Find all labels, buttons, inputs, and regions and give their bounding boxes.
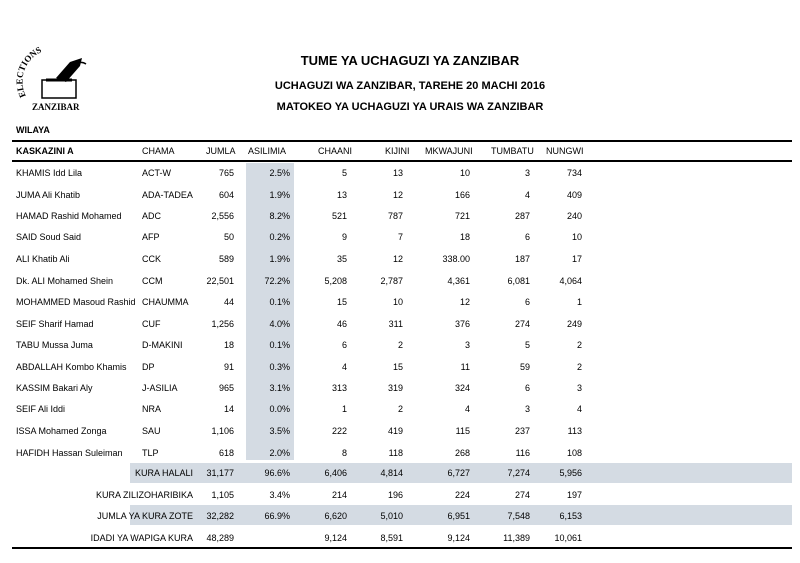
cell-mkwajuni: 11 bbox=[460, 362, 470, 372]
cell-jumla: 14 bbox=[223, 404, 234, 414]
cell-nungwi: 10 bbox=[571, 232, 582, 242]
total-jumla: 1,105 bbox=[211, 490, 234, 500]
cell-mkwajuni: 115 bbox=[455, 426, 470, 436]
cell-candidate-name: JUMA Ali Khatib bbox=[16, 190, 81, 200]
cell-tumbatu: 59 bbox=[519, 362, 530, 372]
cell-chaani: 6 bbox=[341, 340, 347, 350]
cell-candidate-name: Dk. ALI Mohamed Shein bbox=[16, 276, 114, 286]
total-nungwi: 197 bbox=[566, 490, 582, 500]
cell-tumbatu: 116 bbox=[515, 448, 530, 458]
cell-asilimia: 1.9% bbox=[269, 254, 290, 264]
cell-mkwajuni: 12 bbox=[459, 297, 470, 307]
cell-chaani: 5 bbox=[341, 168, 347, 178]
cell-candidate-name: HAFIDH Hassan Suleiman bbox=[16, 448, 123, 458]
wilaya-label: WILAYA bbox=[16, 125, 50, 135]
logo-bottom-text: ZANZIBAR bbox=[32, 102, 80, 112]
page-subtitle-2: MATOKEO YA UCHAGUZI YA URAIS WA ZANZIBAR bbox=[276, 101, 544, 113]
cell-asilimia: 2.5% bbox=[269, 168, 290, 178]
cell-nungwi: 113 bbox=[567, 426, 582, 436]
cell-nungwi: 4,064 bbox=[559, 276, 582, 286]
cell-mkwajuni: 3 bbox=[464, 340, 470, 350]
table-bottom-rule bbox=[12, 547, 792, 549]
cell-jumla: 965 bbox=[218, 383, 234, 393]
cell-tumbatu: 187 bbox=[514, 254, 530, 264]
total-mkwajuni: 6,727 bbox=[447, 468, 470, 478]
column-header-jumla: JUMLA bbox=[206, 146, 236, 156]
cell-chaani: 1 bbox=[341, 404, 347, 414]
cell-jumla: 618 bbox=[218, 448, 234, 458]
cell-asilimia: 0.3% bbox=[269, 362, 290, 372]
cell-asilimia: 8.2% bbox=[269, 211, 290, 221]
cell-party: D-MAKINI bbox=[142, 340, 183, 350]
cell-asilimia: 0.1% bbox=[269, 340, 290, 350]
cell-mkwajuni: 338.00 bbox=[442, 254, 470, 264]
column-header-kijini: KIJINI bbox=[385, 146, 410, 156]
cell-candidate-name: ALI Khatib Ali bbox=[16, 254, 70, 264]
cell-nungwi: 240 bbox=[566, 211, 582, 221]
cell-party: AFP bbox=[142, 232, 160, 242]
cell-chaani: 35 bbox=[336, 254, 347, 264]
cell-jumla: 44 bbox=[223, 297, 234, 307]
cell-party: CCK bbox=[142, 254, 162, 264]
total-jumla: 31,177 bbox=[206, 468, 234, 478]
cell-party: CHAUMMA bbox=[142, 297, 189, 307]
cell-nungwi: 1 bbox=[576, 297, 582, 307]
cell-jumla: 18 bbox=[223, 340, 234, 350]
cell-candidate-name: SEIF Sharif Hamad bbox=[16, 319, 94, 329]
total-asilimia: 66.9% bbox=[264, 511, 290, 521]
total-mkwajuni: 224 bbox=[454, 490, 470, 500]
cell-tumbatu: 6,081 bbox=[507, 276, 530, 286]
cell-mkwajuni: 324 bbox=[454, 383, 470, 393]
column-header-mkwajuni: MKWAJUNI bbox=[425, 146, 473, 156]
cell-chaani: 313 bbox=[331, 383, 347, 393]
total-nungwi: 5,956 bbox=[559, 468, 582, 478]
cell-jumla: 589 bbox=[218, 254, 234, 264]
column-header-tumbatu: TUMBATU bbox=[491, 146, 534, 156]
logo-top-text: ELECTIONS bbox=[14, 44, 43, 100]
cell-kijini: 2 bbox=[397, 404, 403, 414]
asilimia-column-shade bbox=[246, 163, 294, 460]
cell-jumla: 1,256 bbox=[211, 319, 234, 329]
cell-candidate-name: SEIF Ali Iddi bbox=[16, 404, 66, 414]
total-label: KURA ZILIZOHARIBIKA bbox=[95, 490, 193, 500]
elections-zanzibar-logo bbox=[12, 44, 102, 116]
total-label: KURA HALALI bbox=[134, 468, 193, 478]
total-kijini: 5,010 bbox=[380, 511, 403, 521]
total-chaani: 6,406 bbox=[324, 468, 347, 478]
cell-candidate-name: ISSA Mohamed Zonga bbox=[16, 426, 107, 436]
total-chaani: 214 bbox=[331, 490, 347, 500]
column-header-nungwi: NUNGWI bbox=[546, 146, 584, 156]
cell-candidate-name: TABU Mussa Juma bbox=[16, 340, 93, 350]
cell-party: ADA-TADEA bbox=[142, 190, 193, 200]
cell-candidate-name: KASSIM Bakari Aly bbox=[16, 383, 93, 393]
total-chaani: 6,620 bbox=[324, 511, 347, 521]
cell-mkwajuni: 721 bbox=[454, 211, 470, 221]
page-subtitle: UCHAGUZI WA ZANZIBAR, TAREHE 20 MACHI 2016 bbox=[274, 80, 546, 92]
cell-kijini: 311 bbox=[388, 319, 403, 329]
cell-kijini: 787 bbox=[387, 211, 403, 221]
cell-jumla: 1,106 bbox=[211, 426, 234, 436]
cell-tumbatu: 3 bbox=[524, 168, 530, 178]
cell-candidate-name: MOHAMMED Masoud Rashid bbox=[16, 297, 136, 307]
cell-nungwi: 249 bbox=[566, 319, 582, 329]
cell-jumla: 22,501 bbox=[206, 276, 234, 286]
table-top-rule bbox=[12, 140, 792, 142]
cell-kijini: 15 bbox=[392, 362, 403, 372]
total-label: IDADI YA WAPIGA KURA bbox=[90, 533, 193, 543]
cell-chaani: 222 bbox=[331, 426, 347, 436]
cell-mkwajuni: 268 bbox=[454, 448, 470, 458]
cell-asilimia: 0.1% bbox=[269, 297, 290, 307]
cell-nungwi: 17 bbox=[571, 254, 582, 264]
cell-jumla: 765 bbox=[218, 168, 234, 178]
cell-tumbatu: 5 bbox=[524, 340, 530, 350]
cell-nungwi: 4 bbox=[576, 404, 582, 414]
total-tumbatu: 7,274 bbox=[507, 468, 530, 478]
cell-jumla: 2,556 bbox=[211, 211, 234, 221]
cell-chaani: 8 bbox=[341, 448, 347, 458]
cell-kijini: 419 bbox=[387, 426, 403, 436]
cell-tumbatu: 237 bbox=[514, 426, 530, 436]
cell-jumla: 50 bbox=[223, 232, 234, 242]
total-mkwajuni: 6,951 bbox=[447, 511, 470, 521]
cell-chaani: 9 bbox=[341, 232, 347, 242]
cell-kijini: 13 bbox=[392, 168, 403, 178]
cell-tumbatu: 6 bbox=[524, 297, 530, 307]
cell-chaani: 46 bbox=[336, 319, 347, 329]
page-title: TUME YA UCHAGUZI YA ZANZIBAR bbox=[300, 53, 520, 68]
svg-text:ELECTIONS bbox=[14, 45, 42, 99]
cell-tumbatu: 4 bbox=[524, 190, 530, 200]
cell-tumbatu: 3 bbox=[524, 404, 530, 414]
cell-kijini: 12 bbox=[392, 190, 403, 200]
cell-asilimia: 1.9% bbox=[269, 190, 290, 200]
cell-mkwajuni: 4,361 bbox=[447, 276, 470, 286]
total-kijini: 4,814 bbox=[380, 468, 403, 478]
total-kijini: 196 bbox=[387, 490, 403, 500]
cell-party: J-ASILIA bbox=[142, 383, 178, 393]
cell-kijini: 12 bbox=[392, 254, 403, 264]
cell-kijini: 7 bbox=[397, 232, 403, 242]
cell-party: DP bbox=[142, 362, 155, 372]
total-tumbatu: 274 bbox=[514, 490, 530, 500]
total-nungwi: 10,061 bbox=[554, 533, 582, 543]
cell-chaani: 5,208 bbox=[324, 276, 347, 286]
column-header-asilimia: ASILIMIA bbox=[248, 146, 287, 156]
total-chaani: 9,124 bbox=[324, 533, 347, 543]
total-asilimia: 96.6% bbox=[264, 468, 290, 478]
cell-mkwajuni: 18 bbox=[459, 232, 470, 242]
total-tumbatu: 7,548 bbox=[507, 511, 530, 521]
column-header-chaani: CHAANI bbox=[318, 146, 353, 156]
cell-party: TLP bbox=[142, 448, 159, 458]
column-header-party: CHAMA bbox=[142, 146, 175, 156]
table-header-rule bbox=[12, 160, 792, 162]
total-mkwajuni: 9,124 bbox=[447, 533, 470, 543]
cell-chaani: 15 bbox=[336, 297, 347, 307]
cell-kijini: 118 bbox=[388, 448, 403, 458]
cell-nungwi: 734 bbox=[566, 168, 582, 178]
cell-asilimia: 3.5% bbox=[269, 426, 290, 436]
total-nungwi: 6,153 bbox=[559, 511, 582, 521]
cell-jumla: 91 bbox=[223, 362, 234, 372]
cell-party: NRA bbox=[142, 404, 162, 414]
cell-party: CCM bbox=[142, 276, 163, 286]
cell-party: ADC bbox=[142, 211, 162, 221]
cell-nungwi: 108 bbox=[566, 448, 582, 458]
cell-mkwajuni: 166 bbox=[454, 190, 470, 200]
cell-asilimia: 4.0% bbox=[269, 319, 290, 329]
cell-chaani: 4 bbox=[341, 362, 347, 372]
cell-nungwi: 2 bbox=[576, 362, 582, 372]
cell-candidate-name: KHAMIS Idd Lila bbox=[16, 168, 83, 178]
cell-jumla: 604 bbox=[218, 190, 234, 200]
total-jumla: 32,282 bbox=[206, 511, 234, 521]
total-jumla: 48,289 bbox=[206, 533, 234, 543]
cell-nungwi: 3 bbox=[576, 383, 582, 393]
cell-nungwi: 409 bbox=[566, 190, 582, 200]
cell-mkwajuni: 4 bbox=[464, 404, 470, 414]
cell-chaani: 13 bbox=[336, 190, 347, 200]
cell-asilimia: 0.2% bbox=[269, 232, 290, 242]
cell-asilimia: 72.2% bbox=[264, 276, 290, 286]
cell-tumbatu: 6 bbox=[524, 232, 530, 242]
total-tumbatu: 11,389 bbox=[503, 533, 530, 543]
cell-asilimia: 0.0% bbox=[269, 404, 290, 414]
cell-chaani: 521 bbox=[331, 211, 347, 221]
total-asilimia: 3.4% bbox=[269, 490, 290, 500]
cell-asilimia: 3.1% bbox=[269, 383, 290, 393]
cell-asilimia: 2.0% bbox=[269, 448, 290, 458]
total-kijini: 8,591 bbox=[380, 533, 403, 543]
cell-party: SAU bbox=[142, 426, 161, 436]
column-header-candidate-name: KASKAZINI A bbox=[16, 146, 74, 156]
cell-party: CUF bbox=[142, 319, 161, 329]
total-label: JUMLA YA KURA ZOTE bbox=[97, 511, 193, 521]
cell-kijini: 10 bbox=[392, 297, 403, 307]
cell-candidate-name: ABDALLAH Kombo Khamis bbox=[16, 362, 127, 372]
cell-kijini: 2 bbox=[397, 340, 403, 350]
cell-mkwajuni: 376 bbox=[454, 319, 470, 329]
cell-kijini: 319 bbox=[387, 383, 403, 393]
cell-kijini: 2,787 bbox=[380, 276, 403, 286]
cell-tumbatu: 274 bbox=[514, 319, 530, 329]
cell-tumbatu: 6 bbox=[524, 383, 530, 393]
cell-tumbatu: 287 bbox=[514, 211, 530, 221]
cell-party: ACT-W bbox=[142, 168, 171, 178]
cell-candidate-name: HAMAD Rashid Mohamed bbox=[16, 211, 122, 221]
cell-candidate-name: SAID Soud Said bbox=[16, 232, 82, 242]
cell-mkwajuni: 10 bbox=[459, 168, 470, 178]
cell-nungwi: 2 bbox=[576, 340, 582, 350]
